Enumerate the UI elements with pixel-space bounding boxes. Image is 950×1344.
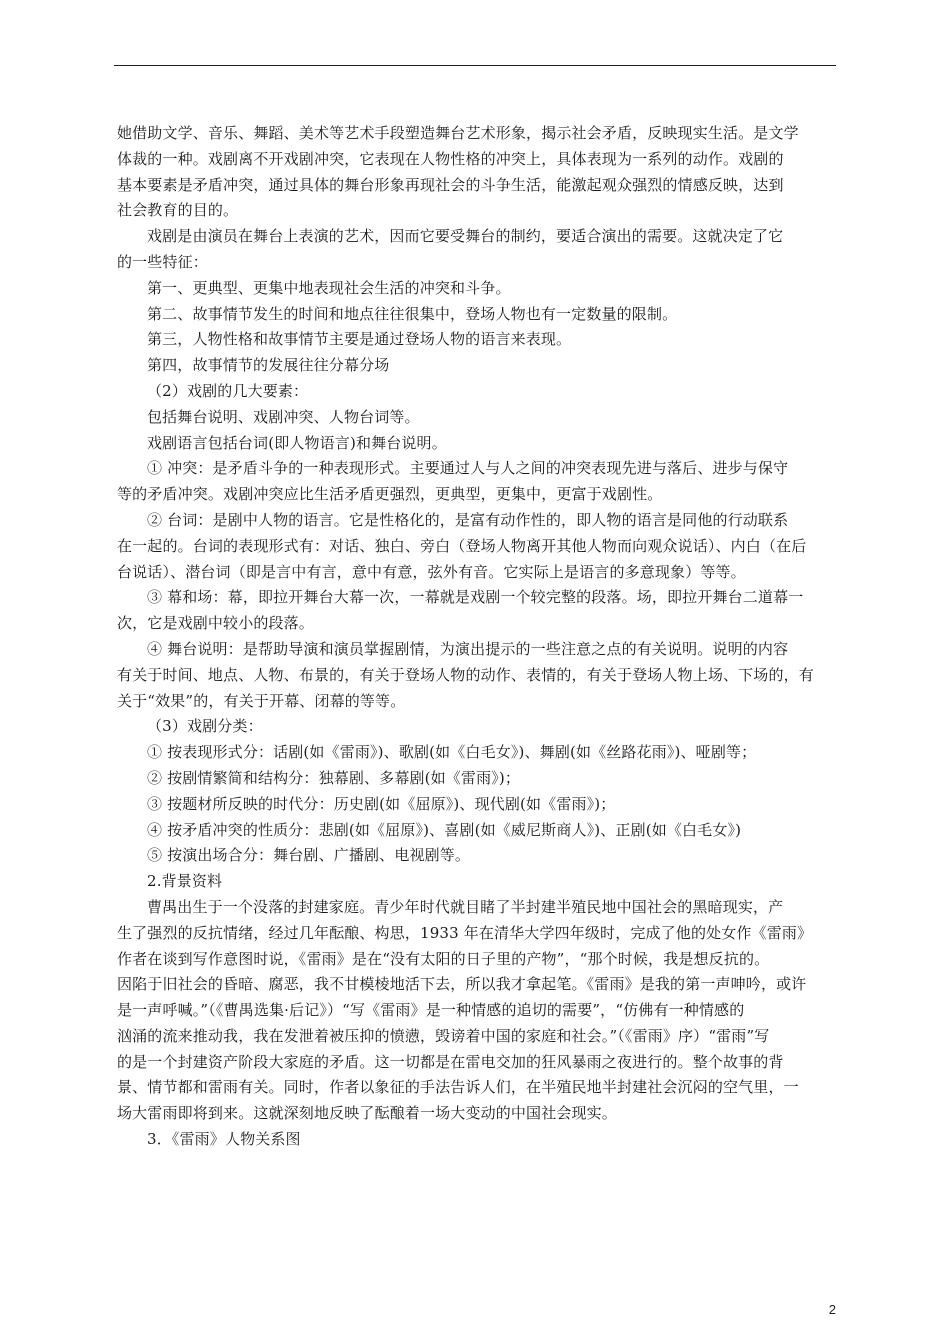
body-line: 生了强烈的反抗情绪，经过几年酝酿、构思，1933 年在清华大学四年级时，完成了他的处女作《雷雨》 — [117, 923, 813, 942]
body-line: ③ 按题材所反映的时代分：历史剧(如《屈原》)、现代剧(如《雷雨》)； — [147, 794, 616, 813]
body-line: ① 冲突：是矛盾斗争的一种表现形式。主要通过人与人之间的冲突表现先进与落后、进步与保守 — [147, 459, 789, 478]
body-line: 景、情节都和雷雨有关。同时，作者以象征的手法告诉人们，在半殖民地半封建社会沉闷的空气里，一 — [117, 1078, 799, 1097]
body-line: 第三，人物性格和故事情节主要是通过登场人物的语言来表现。 — [147, 330, 572, 349]
body-line: 关于“效果”的，有关于开幕、闭幕的等等。 — [117, 691, 406, 710]
body-line: 社会教育的目的。 — [117, 201, 239, 220]
body-line: 体裁的一种。戏剧离不开戏剧冲突，它表现在人物性格的冲突上，具体表现为一系列的动作。戏剧的 — [117, 149, 784, 168]
body-line: 基本要素是矛盾冲突，通过具体的舞台形象再现社会的斗争生活，能激起观众强烈的情感反映，达到 — [117, 175, 784, 194]
body-line: 第一、更典型、更集中地表现社会生活的冲突和斗争。 — [147, 278, 511, 297]
body-line: 有关于时间、地点、人物、布景的，有关于登场人物的动作、表情的，有关于登场人物上场、下场的，有 — [117, 665, 814, 684]
body-line: 戏剧是由演员在舞台上表演的艺术，因而它要受舞台的制约，要适合演出的需要。这就决定了它 — [147, 227, 784, 246]
section-heading: 2.背景资料 — [147, 872, 223, 891]
section-heading: （2）戏剧的几大要素： — [147, 381, 309, 400]
body-line: 第四，故事情节的发展往往分幕分场 — [147, 356, 390, 375]
body-line: 戏剧语言包括台词(即人物语言)和舞台说明。 — [147, 433, 447, 452]
section-heading: （3）戏剧分类： — [147, 717, 263, 736]
page-number: 2 — [828, 1302, 836, 1317]
body-line: 汹涌的流来推动我，我在发泄着被压抑的愤懑，毁谤着中国的家庭和社会。”（《雷雨》序）“雷雨”写 — [117, 1026, 770, 1045]
body-line: 是一声呼喊。”（《曹禺选集·后记》）“写《雷雨》是一种情感的追切的需要”，“仿佛有一种情感的 — [117, 1001, 745, 1020]
document-body — [117, 121, 837, 1153]
section-heading: 3．《雷雨》人物关系图 — [147, 1130, 301, 1149]
body-line: 包括舞台说明、戏剧冲突、人物台词等。 — [147, 407, 420, 426]
body-line: ④ 舞台说明：是帮助导演和演员掌握剧情，为演出提示的一些注意之点的有关说明。说明的内容 — [147, 639, 789, 658]
body-line: ② 按剧情繁简和结构分：独幕剧、多幕剧(如《雷雨》)； — [147, 768, 521, 787]
body-line: 的是一个封建资产阶段大家庭的矛盾。这一切都是在雷电交加的狂风暴雨之夜进行的。整个故事的背 — [117, 1052, 784, 1071]
body-line: ② 台词：是剧中人物的语言。它是性格化的，是富有动作性的，即人物的语言是同他的行动联系 — [147, 510, 789, 529]
body-line: 等的矛盾冲突。戏剧冲突应比生活矛盾更强烈，更典型，更集中，更富于戏剧性。 — [117, 485, 663, 504]
body-line: ⑤ 按演出场合分：舞台剧、广播剧、电视剧等。 — [147, 846, 471, 865]
body-line: 她借助文学、音乐、舞蹈、美术等艺术手段塑造舞台艺术形象，揭示社会矛盾，反映现实生活。是文学 — [117, 124, 799, 142]
body-line: 作者在谈到写作意图时说，《雷雨》是在“没有太阳的日子里的产物”，“那个时候，我是想反抗的。 — [117, 949, 770, 968]
body-line: 曹禺出生于一个没落的封建家庭。青少年时代就目睹了半封建半殖民地中国社会的黑暗现实，产 — [147, 897, 784, 916]
body-line: 第二、故事情节发生的时间和地点往往很集中，登场人物也有一定数量的限制。 — [147, 304, 678, 323]
body-line: 在一起的。台词的表现形式有：对话、独白、旁白（登场人物离开其他人物而向观众说话）、内白（在后 — [117, 536, 807, 555]
header-rule — [114, 65, 836, 66]
body-line: ③ 幕和场：幕，即拉开舞台大幕一次，一幕就是戏剧一个较完整的段落。场，即拉开舞台二道幕一 — [147, 588, 804, 607]
body-line: ① 按表现形式分：话剧(如《雷雨》)、歌剧(如《白毛女》)、舞剧(如《丝路花雨》)、哑剧等； — [147, 743, 757, 762]
body-line: 台说话）、潜台词（即是言中有言，意中有意，弦外有音。它实际上是语言的多意现象）等等。 — [117, 562, 746, 581]
body-line: ④ 按矛盾冲突的性质分：悲剧(如《屈原》)、喜剧(如《威尼斯商人》)、正剧(如《白毛女》) — [147, 820, 742, 839]
body-line: 的一些特征： — [117, 252, 208, 271]
body-line: 场大雷雨即将到来。这就深刻地反映了酝酿着一场大变动的中国社会现实。 — [117, 1104, 617, 1123]
body-line: 因陷于旧社会的昏暗、腐恶，我不甘模棱地活下去，所以我才拿起笔。《雷雨》是我的第一声呻吟，或许 — [117, 975, 807, 994]
body-line: 次，它是戏剧中较小的段落。 — [117, 614, 314, 633]
